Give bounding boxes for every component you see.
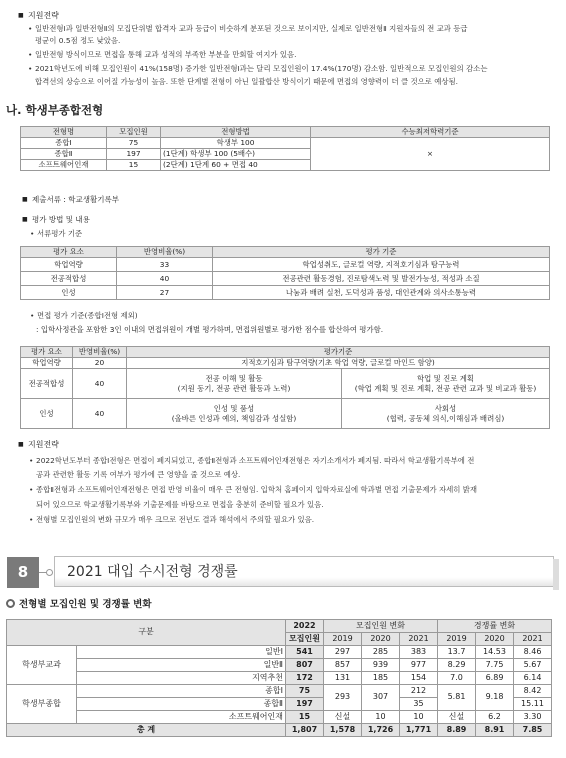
t3-r3-b-title: 사회성 — [434, 403, 457, 413]
circle-bullet-icon — [6, 599, 15, 608]
t2-r1-criteria: 학업성취도, 글로컬 역량, 지적호기심과 탐구능력 — [213, 258, 550, 272]
t4-g2r1-c2021: 8.42 — [514, 685, 552, 698]
t4-g2r3-q2020: 10 — [362, 711, 400, 724]
t4-g1r2-q2019: 857 — [324, 659, 362, 672]
t2-r1-factor: 학업역량 — [21, 258, 117, 272]
strategy-line-2: 평균이 0.5점 정도 낮았음. — [35, 36, 121, 45]
t4-g2-q2019: 293 — [324, 685, 362, 711]
strategy2-line-5: • 전형별 모집인원의 변화 규모가 매우 크므로 전년도 결과 해석에서 주의할 필요가 있음. — [36, 515, 314, 525]
subsection-title-text: 전형별 모집인원 및 경쟁률 변화 — [19, 599, 152, 610]
strategy-line-3: • 일반전형 방식이므로 면접을 통해 교과 성적의 부족한 부분을 만회할 여지가 있음. — [35, 50, 296, 60]
t4-g2r1-2022: 75 — [286, 685, 324, 698]
t4-g1r1-name: 일반Ⅰ — [77, 646, 286, 659]
t2-r2-criteria: 전공관련 활동경험, 진로탐색노력 및 발전가능성, 적성과 소질 — [213, 272, 550, 286]
t1-r1-quota: 75 — [107, 138, 161, 149]
t3-r2-criteria-b — [342, 369, 550, 399]
t3-r2-criteria-a — [127, 369, 342, 399]
section-title: 나. 학생부종합전형 — [6, 103, 104, 117]
t2-h-factor: 평가 요소 — [21, 247, 117, 258]
strategy2-line-4: 되어 있으므로 학교생활기록부와 기출문제를 바탕으로 면접을 충분히 준비할 필요가 있음. — [36, 500, 324, 509]
t1-r2-quota: 197 — [107, 149, 161, 160]
t1-r3-quota: 15 — [107, 160, 161, 171]
docs-line: ■ 제출서류 : 학교생활기록부 — [32, 195, 119, 205]
t3-r2-a-desc: (지원 동기, 전공 관련 활동과 노력) — [177, 383, 291, 393]
competition-table — [6, 619, 552, 737]
th-minimum: 수능최저학력기준 — [311, 127, 550, 138]
t4-h-y6: 2021 — [514, 633, 552, 646]
interview-note: : 입학사정관을 포함한 3인 이내의 면접위원이 개별 평가하며, 면접위원별로 평가한 점수를 합산하여 평가함. — [36, 325, 384, 334]
t4-h-change: 모집인원 변화 — [324, 620, 438, 633]
t4-h-y5: 2020 — [476, 633, 514, 646]
t3-r3-criteria-a — [127, 399, 342, 429]
t3-r3-a-title: 인성 및 품성 — [213, 403, 255, 413]
t3-r2-factor: 전공적합성 — [21, 369, 73, 399]
t4-total-q2021: 1,771 — [400, 724, 438, 737]
t4-group1: 학생부교과 — [7, 646, 77, 685]
t4-g1r1-q2019: 297 — [324, 646, 362, 659]
t4-g1r3-2022: 172 — [286, 672, 324, 685]
t4-g1r2-c2021: 5.67 — [514, 659, 552, 672]
t4-g1r2-q2021: 977 — [400, 659, 438, 672]
t3-r2-b-desc: (학업 계획 및 진로 계획, 전공 관련 교과 및 비교과 활동) — [354, 383, 537, 393]
t4-g2r3-2022: 15 — [286, 711, 324, 724]
t2-h-ratio: 반영비율(%) — [117, 247, 213, 258]
t1-r3-method: (2단계) 1단계 60 + 면접 40 — [161, 160, 311, 171]
t2-r2-ratio: 40 — [117, 272, 213, 286]
t4-g1r1-2022: 541 — [286, 646, 324, 659]
t1-minimum: × — [311, 138, 550, 171]
t4-g1r3-name: 지역추천 — [77, 672, 286, 685]
t4-total-2022: 1,807 — [286, 724, 324, 737]
t1-r3-name: 소프트웨어인재 — [21, 160, 107, 171]
t4-g1r2-name: 일반Ⅱ — [77, 659, 286, 672]
t4-h-comp: 경쟁률 변화 — [438, 620, 552, 633]
eval-sub: • 서류평가 기준 — [37, 229, 82, 239]
admission-table — [20, 126, 550, 171]
t4-group2: 학생부종합 — [7, 685, 77, 724]
t4-g1r2-q2020: 939 — [362, 659, 400, 672]
interview-title: • 면접 평가 기준(종합Ⅰ전형 제외) — [37, 311, 138, 321]
t4-g2r3-q2021: 10 — [400, 711, 438, 724]
t3-h-criteria: 평가기준 — [127, 347, 550, 358]
t4-g1r3-c2021: 6.14 — [514, 672, 552, 685]
t1-r1-method: 학생부 100 — [161, 138, 311, 149]
t4-g1r2-c2020: 7.75 — [476, 659, 514, 672]
t4-h-y4: 2019 — [438, 633, 476, 646]
t2-r2-factor: 전공적합성 — [21, 272, 117, 286]
chapter-number: 8 — [7, 557, 39, 588]
t3-r1-criteria: 지적호기심과 탐구역량(기초 학업 역량, 글로컬 마인드 함양) — [127, 358, 550, 369]
t4-total-c2020: 8.91 — [476, 724, 514, 737]
banner-shadow — [553, 559, 559, 590]
t4-g1r2-2022: 807 — [286, 659, 324, 672]
strategy2-line-3: • 종합Ⅱ전형과 소프트웨어인재전형은 면접 반영 비율이 매우 큰 전형임. 입학처 홈페이지 입학자료실에 학과별 면접 기출문제가 자세히 밝재 — [36, 485, 556, 495]
chapter-title: 2021 대입 수시전형 경쟁률 — [67, 564, 238, 580]
t4-g2r3-c2019: 신설 — [438, 711, 476, 724]
chapter-banner — [0, 555, 566, 592]
t1-r2-method: (1단계) 학생부 100 (5배수) — [161, 149, 311, 160]
t4-total-q2019: 1,578 — [324, 724, 362, 737]
t4-g1r1-c2021: 8.46 — [514, 646, 552, 659]
t3-r1-ratio: 20 — [73, 358, 127, 369]
t4-total-label: 총 계 — [7, 724, 286, 737]
t4-total-c2019: 8.89 — [438, 724, 476, 737]
t3-h-factor: 평가 요소 — [21, 347, 73, 358]
t4-h-y1: 2019 — [324, 633, 362, 646]
t2-r3-factor: 인성 — [21, 286, 117, 300]
t4-g2r3-c2021: 3.30 — [514, 711, 552, 724]
t3-r2-b-title: 학업 및 진로 계획 — [416, 373, 475, 383]
t2-r1-ratio: 33 — [117, 258, 213, 272]
t4-g2r1-name: 종합Ⅰ — [77, 685, 286, 698]
subsection-title — [6, 599, 152, 612]
t4-h-quota: 모집인원 — [286, 633, 324, 646]
strategy-line-5: 합격선의 상승으로 이어질 가능성이 높음. 또한 단계별 전형이 아닌 일괄합산 방식이기 때문에 면접의 영향력이 더 클 것으로 예상됨. — [35, 77, 459, 86]
t4-h-y2: 2020 — [362, 633, 400, 646]
t3-r3-criteria-b — [342, 399, 550, 429]
t4-g2-c2020: 9.18 — [476, 685, 514, 711]
strategy2-line-2: 공과 관련한 활동 기록 여부가 평가에 큰 영향을 줄 것으로 예상. — [36, 470, 241, 479]
t4-g1r3-q2019: 131 — [324, 672, 362, 685]
t4-g1r1-c2020: 14.53 — [476, 646, 514, 659]
th-name: 전형명 — [21, 127, 107, 138]
t3-h-ratio: 반영비율(%) — [73, 347, 127, 358]
t4-g2r3-q2019: 신설 — [324, 711, 362, 724]
t4-total-c2021: 7.85 — [514, 724, 552, 737]
t3-r3-ratio: 40 — [73, 399, 127, 429]
t3-r1-factor: 학업역량 — [21, 358, 73, 369]
document-eval-table — [20, 246, 550, 300]
t4-g2r2-2022: 197 — [286, 698, 324, 711]
t2-r3-ratio: 27 — [117, 286, 213, 300]
t3-r3-a-desc: (올바른 인성과 예의, 책임감과 성실함) — [171, 413, 297, 423]
interview-eval-table — [20, 346, 550, 429]
t4-g2-q2020: 307 — [362, 685, 400, 711]
t4-g2r2-c2021: 15.11 — [514, 698, 552, 711]
t4-g1r1-q2020: 285 — [362, 646, 400, 659]
t4-g1r1-c2019: 13.7 — [438, 646, 476, 659]
t3-r2-a-title: 전공 이해 및 활동 — [205, 373, 263, 383]
t4-g2r3-name: 소프트웨어인재 — [77, 711, 286, 724]
t1-r1-name: 종합Ⅰ — [21, 138, 107, 149]
strategy-line-4: • 2021학년도에 비해 모집인원이 41%(158명) 증가한 일반전형Ⅰ과는 달리 모집인원이 17.4%(170명) 감소함. 일반적으로 모집인원의 감소는 — [35, 64, 560, 74]
t4-g2r2-name: 종합Ⅱ — [77, 698, 286, 711]
t4-total-q2020: 1,726 — [362, 724, 400, 737]
t4-h-2022: 2022 — [286, 620, 324, 633]
t3-r3-factor: 인성 — [21, 399, 73, 429]
t2-h-criteria: 평가 기준 — [213, 247, 550, 258]
t4-g1r1-q2021: 383 — [400, 646, 438, 659]
t1-r2-name: 종합Ⅱ — [21, 149, 107, 160]
t4-g1r2-c2019: 8.29 — [438, 659, 476, 672]
strategy2-line-1: • 2022학년도부터 종합Ⅰ전형은 면접이 폐지되었고, 종합Ⅱ전형과 소프트웨어인재전형은 자기소개서가 폐지됨. 따라서 학교생활기록부에 전 — [36, 456, 556, 466]
banner-box — [54, 556, 554, 587]
t4-g2r3-c2020: 6.2 — [476, 711, 514, 724]
t3-r3-b-desc: (협력, 공동체 의식,이해심과 배려심) — [386, 413, 505, 423]
t3-r2-ratio: 40 — [73, 369, 127, 399]
t4-g1r3-q2020: 185 — [362, 672, 400, 685]
t4-h-y3: 2021 — [400, 633, 438, 646]
t4-g2r2-q2021: 35 — [400, 698, 438, 711]
t4-h-category: 구분 — [7, 620, 286, 646]
strategy-line-1: • 일반전형Ⅰ과 일반전형Ⅱ의 모집단위별 합격자 교과 등급이 비슷하게 분포된 것으로 보이지만, 실제로 일반전형Ⅱ 지원자들의 전 교과 등급 — [35, 24, 560, 34]
th-method: 전형방법 — [161, 127, 311, 138]
strategy2-heading: ■ 지원전략 — [28, 440, 59, 451]
t4-g1r3-c2019: 7.0 — [438, 672, 476, 685]
t4-g1r3-q2021: 154 — [400, 672, 438, 685]
banner-dot — [46, 569, 53, 576]
t4-g1r3-c2020: 6.89 — [476, 672, 514, 685]
strategy-heading: ■ 지원전략 — [28, 11, 59, 22]
th-quota: 모집인원 — [107, 127, 161, 138]
eval-heading: ■ 평가 방법 및 내용 — [32, 215, 90, 225]
t4-g2r1-q2021: 212 — [400, 685, 438, 698]
t4-g2-c2019: 5.81 — [438, 685, 476, 711]
t2-r3-criteria: 나눔과 배려 실천, 도덕성과 품성, 대인관계와 의사소통능력 — [213, 286, 550, 300]
